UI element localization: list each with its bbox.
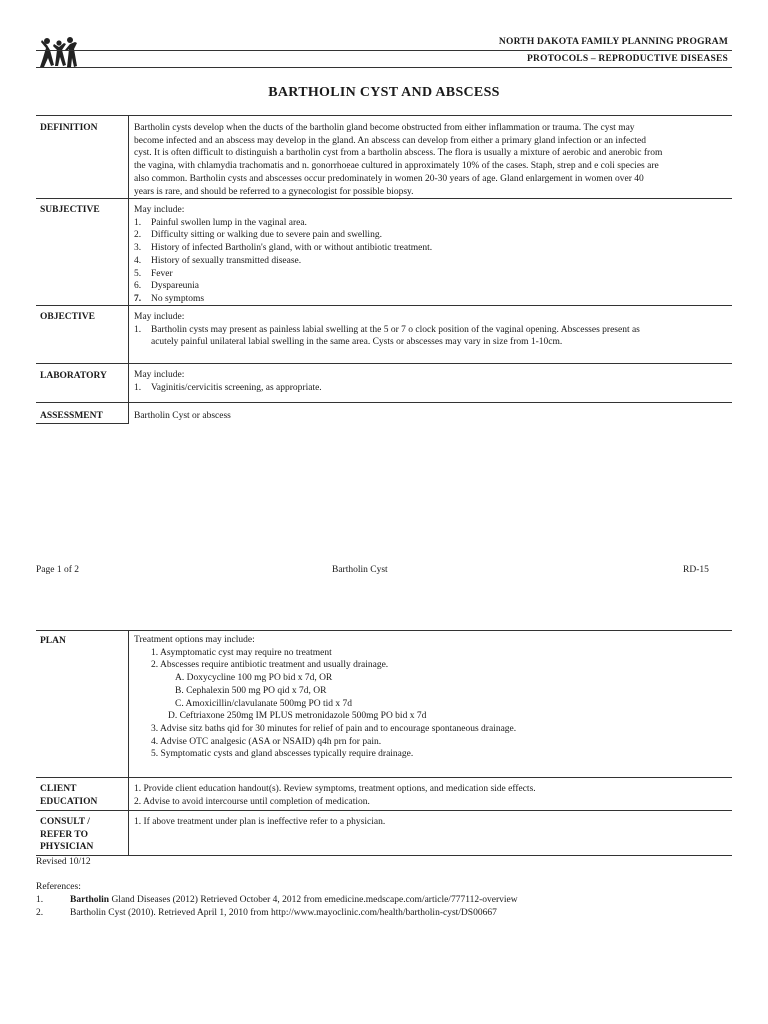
family-figures-logo-icon: [38, 36, 78, 70]
plan-label: PLAN: [40, 636, 66, 646]
list-item: 3. History of infected Bartholin's gland, with or without antibiotic treatment.: [134, 243, 433, 254]
page-title: BARTHOLIN CYST AND ABSCESS: [268, 85, 500, 100]
objective-label: OBJECTIVE: [40, 312, 95, 322]
list-item: A. Doxycycline 100 mg PO bid x 7d, OR: [175, 673, 333, 684]
client-education-label: CLIENT EDUCATION: [40, 784, 98, 807]
list-item: 2. Difficulty sitting or walking due to severe pain and swelling.: [134, 230, 382, 241]
page-number: Page 1 of 2: [36, 565, 80, 575]
definition-text: Bartholin cysts develop when the ducts of the bartholin gland become obstructed from either inflammation or trauma. The cyst may become infected and an abscess may develop in the gland. An abscess can develop from either a primary gland infection or an infected cyst. It is often difficult to distinguish a bartholin cyst from a bartholin abscess. The flora is usually a mixture of aerobic and anerobic from the vagina, with chlamydia trachomatis and n. gonorrhoeae cultured in approximately 10% of the cases. Staph, strep and e coli species are also common. Bartholin cysts and abscesses occur predominately in women 20-30 years of age. Gland enlargement in women over 40 years is rare, and should be referred to a gynecologist for possible biopsy.: [134, 123, 663, 197]
laboratory-text: May include: 1. Vaginitis/cervicitis screening, as appropriate.: [134, 370, 322, 393]
subjective-label: SUBJECTIVE: [40, 205, 100, 215]
section-name: PROTOCOLS – REPRODUCTIVE DISEASES: [527, 54, 728, 64]
references-heading: References:: [36, 882, 81, 892]
consult-label: CONSULT / REFER TO PHYSICIAN: [40, 817, 94, 852]
consult-text: 1. If above treatment under plan is ineffective refer to a physician.: [134, 817, 386, 827]
program-name: NORTH DAKOTA FAMILY PLANNING PROGRAM: [498, 37, 728, 47]
list-item: 2. Abscesses require antibiotic treatment and usually drainage.: [151, 660, 389, 671]
plan-list: Treatment options may include: 1. Asymptomatic cyst may require no treatment 2. Abscesses require antibiotic treatment and usually drainage. A. Doxycycline 100 mg PO bid x 7d, OR B. Cephalexin 500 mg PO qid x 7d, OR C. Amoxicillin/clavulanate 500mg PO tid x 7d D. Ceftriaxone 250mg IM PLUS metronidazole 500mg PO bid x 7d 3. Advise sitz baths qid for 30 minutes for relief of pain and to encourage spontaneous drainage. 4. Advise OTC analgesic (ASA or NSAID) q4h prn for pain. 5. Symptomatic cysts and gland abscesses typically require drainage.: [134, 634, 732, 761]
objective-text: May include: 1. Bartholin cysts may present as painless labial swelling at the 5 or 7 o clock position of the vaginal opening. Abscesses present as acutely painful unilateral labial swelling in the same area. Cysts or abscesses may vary in size from 1-10cm.: [134, 312, 640, 348]
list-item: 5. Symptomatic cysts and gland abscesses typically require drainage.: [151, 749, 414, 760]
subjective-list: May include: 1. Painful swollen lump in the vaginal area. 2. Difficulty sitting or walking due to severe pain and swelling. 3. History of infected Bartholin's gland, with or without antibiotic treatment. 4. History of sexually transmitted disease. 5. Fever 6. Dyspareunia 7. No symptoms: [134, 204, 732, 306]
list-item: 3. Advise sitz baths qid for 30 minutes for relief of pain and to encourage spontaneous drainage.: [151, 723, 517, 734]
list-item: 4. Advise OTC analgesic (ASA or NSAID) q4h prn for pain.: [151, 736, 382, 747]
list-item: C. Amoxicillin/clavulanate 500mg PO tid x 7d: [175, 698, 353, 709]
revision-date: Revised 10/12: [36, 857, 91, 867]
assessment-text: Bartholin Cyst or abscess: [134, 411, 231, 421]
reference-1: 1. Bartholin Gland Diseases (2012) Retrieved October 4, 2012 from emedicine.medscape.com/article/777112-overview: [36, 895, 518, 905]
reference-2: 2. Bartholin Cyst (2010). Retrieved April 1, 2010 from http://www.mayoclinic.com/health/bartholin-cyst/DS00667: [36, 908, 497, 918]
list-item: 4. History of sexually transmitted disease.: [134, 255, 302, 266]
document-code: RD-15: [683, 565, 709, 575]
list-item: 5. Fever: [134, 268, 173, 279]
definition-label: DEFINITION: [40, 123, 98, 133]
list-item: 7. No symptoms: [134, 293, 205, 304]
list-item: D. Ceftriaxone 250mg IM PLUS metronidazole 500mg PO bid x 7d: [168, 711, 427, 722]
client-education-text: 1. Provide client education handout(s). Review symptoms, treatment options, and medication side effects. 2. Advise to avoid intercourse until completion of medication.: [134, 784, 536, 807]
list-item: 1. Painful swollen lump in the vaginal area.: [134, 217, 307, 228]
list-item: 1. Asymptomatic cyst may require no treatment: [151, 647, 332, 658]
laboratory-label: LABORATORY: [40, 371, 107, 381]
footer-title: Bartholin Cyst: [332, 565, 388, 575]
list-item: 6. Dyspareunia: [134, 281, 200, 292]
assessment-label: ASSESSMENT: [40, 411, 103, 421]
list-item: B. Cephalexin 500 mg PO qid x 7d, OR: [175, 685, 327, 696]
